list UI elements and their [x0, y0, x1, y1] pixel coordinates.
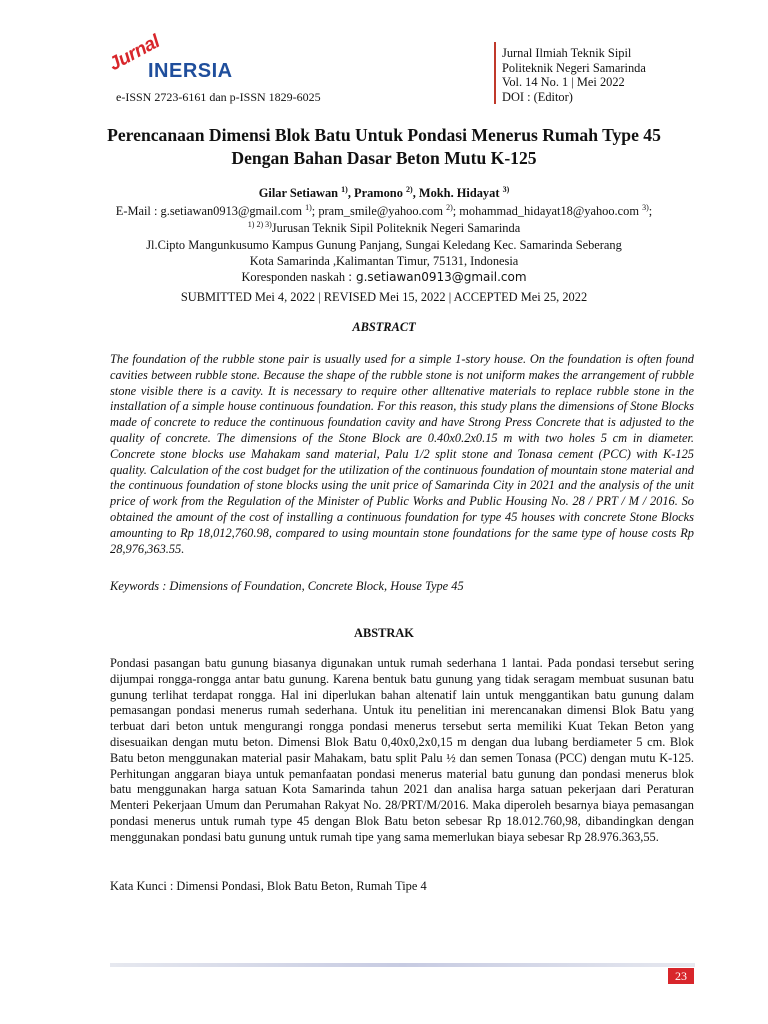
author-name: Pramono: [354, 186, 403, 200]
author-name: Gilar Setiawan: [258, 186, 339, 200]
email-sup: 2): [446, 202, 453, 212]
footer-divider: [110, 963, 695, 967]
email-sup: 1): [305, 202, 312, 212]
journal-name: Jurnal Ilmiah Teknik Sipil: [502, 46, 632, 60]
header-divider: [494, 42, 496, 104]
paper-title: [60, 124, 708, 170]
abstract-body: The foundation of the rubble stone pair is usually used for a simple 1-story house. On the foundation is often found cavities between rubble stone. Because the shape of the rubble stone is not uniform makes the arrangement of rubble stone visible there is a cavity. It is necessary to require other alltenative materials to replace rubble stone in the installation of a simple house continuous foundation. For this reason, this study plans the dimensions of Stone Blocks made of concrete to reduce the continuous foundation cavity and have Strong Press Concrete that is adjusted to the quality of concrete. The dimensions of the Stone Block are 0.40x0.2x0.15 m with two holes 5 cm in diameter. Concrete stone blocks use Mahakam sand material, Palu 1/2 split stone and Tonasa cement (PCC) with K-125 quality. Calculation of the cost budget for the utilization of the continuous foundation of mountain stone material and the continuous foundation of stone blocks using the unit price of Samarinda City in 2021 and the analysis of the unit price of work from the Regulation of the Minister of Public Works and Public Housing No. 28 / PRT / M / 2016. So obtained the amount of the cost of installing a continuous foundation for type 45 houses with concrete Stone Blocks amounting to Rp 18,012,760.98, compared to using mountain stone foundations for the same type of house costs Rp 28,976,363.55.: [110, 352, 694, 556]
affiliation-text: Jurusan Teknik Sipil Politeknik Negeri Samarinda: [271, 221, 521, 235]
email-address[interactable]: g.setiawan0913@gmail.com: [160, 204, 303, 218]
logo-script-text: Jurnal: [105, 31, 164, 76]
journal-doi: DOI : (Editor): [502, 89, 573, 104]
author-sup: 2): [406, 184, 413, 194]
affiliation-sup: 1) 2) 3): [247, 219, 272, 229]
issn-line: e-ISSN 2723-6161 dan p-ISSN 1829-6025: [116, 90, 321, 104]
page-number: 23: [668, 968, 694, 984]
journal-institution: Politeknik Negeri Samarinda: [502, 60, 646, 75]
affiliation-line: [60, 220, 708, 236]
abstract-heading: ABSTRACT: [352, 320, 416, 334]
email-sup: 3): [642, 202, 649, 212]
email-line: E-Mail : g.setiawan0913@gmail.com $^{1)}$; pram_smile@yahoo.com $^{2)}$; mohammad_hidayat18@yahoo.com $^{3)}$;: [115, 202, 653, 218]
author-sup: 1): [341, 184, 348, 194]
email-address[interactable]: pram_smile@yahoo.com: [318, 204, 443, 218]
logo-name-text: INERSIA: [148, 60, 233, 82]
author-list: Gilar Setiawan $^{1)}$, Pramono $^{2)}$, Mokh. Hidayat $^{3)}$: [258, 184, 510, 200]
journal-info: [502, 46, 646, 104]
correspondent-email[interactable]: : g.setiawan0913@gmail.com: [348, 270, 527, 284]
address-line-1: Jl.Cipto Mangunkusumo Kampus Gunung Panjang, Sungai Keledang Kec. Samarinda Seberang: [146, 238, 622, 252]
abstrak-body: Pondasi pasangan batu gunung biasanya digunakan untuk rumah sederhana 1 lantai. Pada pondasi tersebut sering dijumpai rongga-rongga antar batu gunung. Karena bentuk batu gunung yang tidak seragam membuat susunan batu gunung terlihat terdapat rongga. Hal ini diperlukan bahan altenatif lain untuk menggantikan batu gunung dalam pemasangan pondasi menerus rumah sederhana. Untuk itu penelitian ini merencanakan dimensi Blok Batu yang terbuat dari beton untuk mengurangi rongga pondasi menerus tersebut serta memiliki Kuat Tekan Beton yang disesuaikan dengan mutu beton. Dimensi Blok Batu 0,40x0,2x0,15 m dengan dua lubang berdiameter 5 cm. Blok Batu beton menggunakan material pasir Mahakam, batu split Palu ½ dan semen Tonasa (PCC) dengan mutu K-125. Perhitungan anggaran biaya untuk pemanfaatan pondasi menerus material batu gunung dan pondasi menerus blok batu menggunakan harga satuan Kota Samarinda tahun 2021 dan analisa harga satuan pekerjaan dari Peraturan Menteri Pekerjaan Umum dan Perumahan Rakyat No. 28/PRT/M/2016. Maka diperoleh besarnya biaya pemasangan pondasi menerus untuk rumah type 45 dengan Blok Batu beton sebesar Rp 18.012.760,98, dibandingkan dengan menggunakan pondasi batu gunung untuk rumah tipe yang sama memerlukan biaya sebesar Rp 28.976.363,55.: [110, 656, 694, 844]
journal-logo: [105, 31, 236, 88]
title-line-1: Perencanaan Dimensi Blok Batu Untuk Pondasi Menerus Rumah Type 45: [107, 125, 661, 145]
abstract-keywords: Keywords : Dimensions of Foundation, Concrete Block, House Type 45: [110, 579, 464, 593]
submission-dates: SUBMITTED Mei 4, 2022 | REVISED Mei 15, 2022 | ACCEPTED Mei 25, 2022: [180, 290, 588, 304]
correspondent-line: [60, 269, 708, 285]
title-line-2: Dengan Bahan Dasar Beton Mutu K-125: [231, 148, 537, 168]
author-name: Mokh. Hidayat: [418, 186, 500, 200]
abstrak-keywords: Kata Kunci : Dimensi Pondasi, Blok Batu Beton, Rumah Tipe 4: [110, 879, 427, 893]
email-address[interactable]: mohammad_hidayat18@yahoo.com: [459, 204, 639, 218]
author-sup: 3): [502, 184, 510, 194]
abstrak-heading: ABSTRAK: [354, 626, 414, 640]
journal-volume: Vol. 14 No. 1 | Mei 2022: [502, 75, 625, 90]
address-line-2: Kota Samarinda ,Kalimantan Timur, 75131, Indonesia: [249, 254, 519, 268]
email-label: E-Mail :: [115, 204, 161, 218]
correspondent-label: Koresponden naskah: [241, 270, 349, 284]
